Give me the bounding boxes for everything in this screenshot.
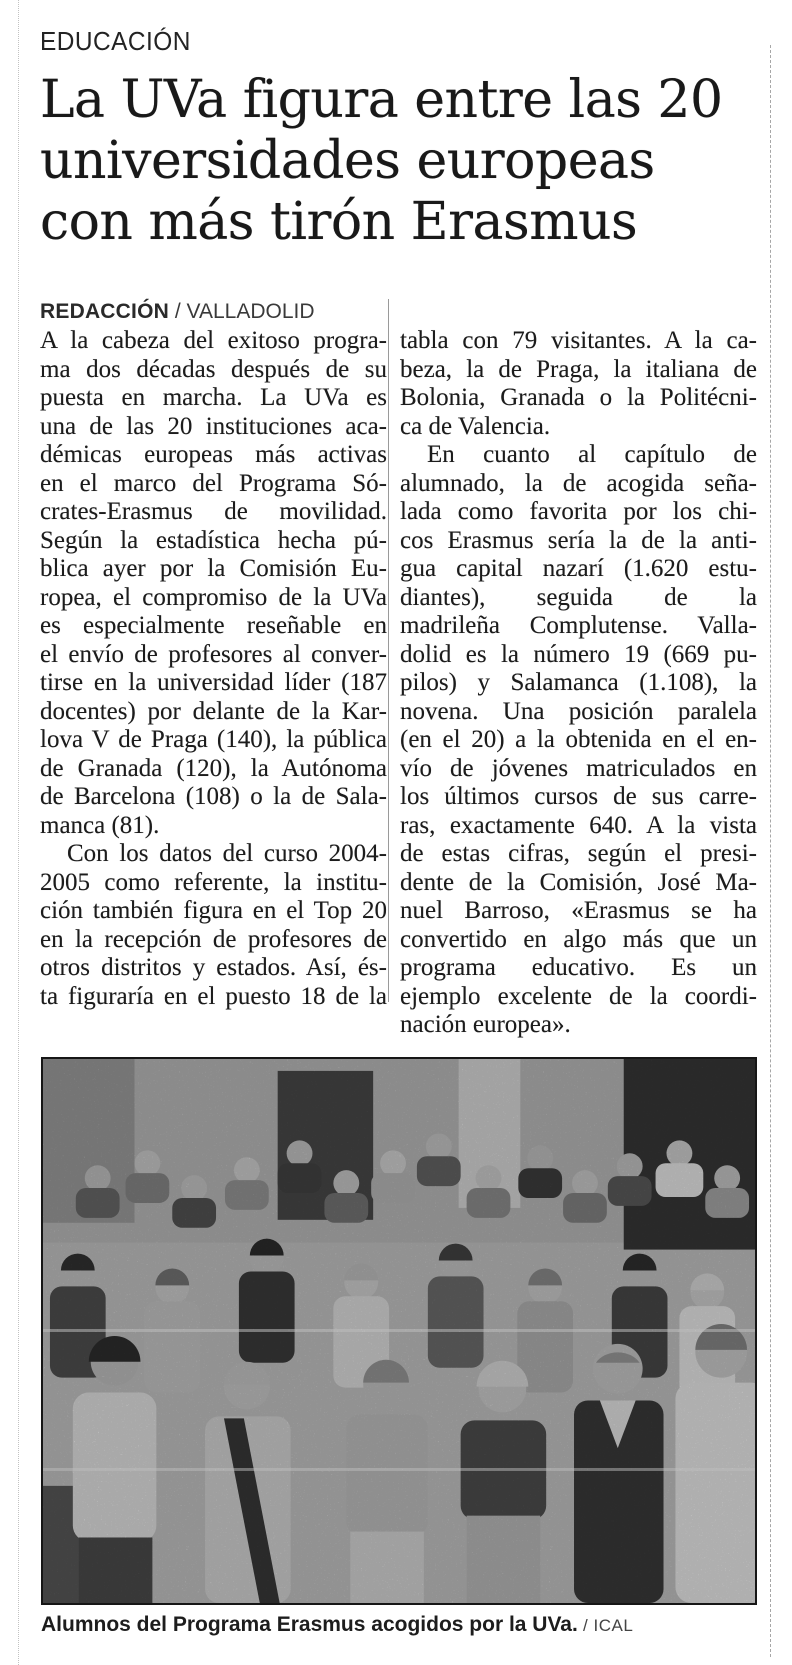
column-divider-rule	[388, 299, 389, 1002]
crowd-photo-illustration	[43, 1059, 755, 1603]
photo-credit: / ICAL	[577, 1616, 634, 1635]
article-column-left	[40, 327, 387, 1011]
body-text-line: ras, exactamente 640. A la vista	[400, 811, 757, 839]
body-text-line: ropea, el compromiso de la UVa	[40, 583, 387, 611]
body-text-line: otros distritos y estados. Así, és-	[40, 954, 387, 981]
page-edge-rule-left	[18, 0, 19, 1665]
body-text-line: manca (81).	[40, 811, 160, 839]
photo-caption: Alumnos del Programa Erasmus acogidos por la UVa.	[41, 1613, 578, 1636]
body-text-line: convertido en algo más que un	[400, 925, 757, 953]
body-text-line: puesta en marcha. La UVa es	[40, 384, 387, 411]
body-text-line: 2005 como referente, la institu-	[40, 868, 387, 896]
body-text-line: dente de la Comisión, José Ma-	[400, 868, 757, 896]
body-text-line: nación europea».	[400, 1011, 571, 1038]
body-text-line: de Barcelona (108) o la de Sala-	[40, 783, 387, 810]
body-text-line: los últimos cursos de sus carre-	[400, 783, 757, 810]
body-text-line: es especialmente reseñable en	[40, 612, 387, 639]
body-text-line: alumnado, la de acogida seña-	[400, 469, 757, 497]
article-photo	[41, 1057, 757, 1605]
body-text-line: blica ayer por la Comisión Eu-	[40, 555, 387, 582]
byline-author: REDACCIÓN	[40, 300, 169, 323]
body-text-line: programa educativo. Es un	[400, 954, 757, 981]
body-text-line: vío de jóvenes matriculados en	[400, 754, 757, 782]
body-text-line: en el marco del Programa Só-	[40, 469, 387, 497]
body-text-line: lova V de Praga (140), la pública	[40, 726, 387, 753]
body-text-line: ta figuraría en el puesto 18 de la	[40, 982, 387, 1010]
body-text-line: Con los datos del curso 2004-	[67, 840, 387, 867]
body-text-line: crates-Erasmus de movilidad.	[40, 498, 387, 525]
body-text-line: ción también figura en el Top 20	[40, 897, 387, 924]
photo-caption-row	[41, 1613, 757, 1637]
body-text-line: de estas cifras, según el presi-	[400, 840, 757, 867]
body-text-line: nuel Barroso, «Erasmus se ha	[400, 897, 757, 924]
body-text-line: A la cabeza del exitoso progra-	[40, 327, 387, 354]
body-text-line: novena. Una posición paralela	[400, 697, 757, 725]
body-text-line: ma dos décadas después de su	[40, 355, 387, 383]
body-text-line: diantes), seguida de la	[400, 583, 757, 611]
body-text-line: ejemplo excelente de la coordi-	[400, 982, 757, 1010]
body-text-line: ca de Valencia.	[400, 412, 551, 440]
headline-line-1: La UVa figura entre las 20	[40, 70, 723, 130]
body-text-line: Según la estadística hecha pú-	[40, 526, 387, 554]
body-text-line: (en el 20) a la obtenida en el en-	[400, 726, 757, 753]
article-column-right	[400, 327, 757, 1040]
body-text-line: en la recepción de profesores de	[40, 925, 387, 953]
headline-line-3: con más tirón Erasmus	[40, 192, 638, 252]
body-text-line: pilos) y Salamanca (1.108), la	[400, 669, 757, 696]
page-edge-rule-right	[770, 45, 771, 1657]
byline-separator: /	[168, 300, 187, 323]
body-text-line: dolid es la número 19 (669 pu-	[400, 640, 757, 668]
headline	[40, 70, 760, 253]
byline	[40, 300, 315, 324]
body-text-line: tirse en la universidad líder (187	[40, 669, 387, 696]
body-text-line: el envío de profesores al conver-	[40, 640, 387, 668]
body-text-line: gua capital nazarí (1.620 estu-	[400, 555, 757, 582]
body-text-line: madrileña Complutense. Valla-	[400, 612, 757, 639]
section-kicker: EDUCACIÓN	[40, 26, 191, 56]
body-text-line: una de las 20 instituciones aca-	[40, 412, 387, 440]
body-text-line: tabla con 79 visitantes. A la ca-	[400, 327, 757, 354]
body-text-line: démicas europeas más activas	[40, 441, 387, 468]
body-text-line: cos Erasmus sería la de la anti-	[400, 526, 757, 554]
body-text-line: En cuanto al capítulo de	[427, 441, 757, 468]
body-text-line: docentes) por delante de la Kar-	[40, 697, 387, 725]
headline-line-2: universidades europeas	[40, 131, 655, 191]
body-text-line: beza, la de Praga, la italiana de	[400, 355, 757, 383]
body-text-line: de Granada (120), la Autónoma	[40, 754, 387, 782]
byline-location: VALLADOLID	[186, 300, 315, 323]
body-text-line: Bolonia, Granada o la Politécni-	[400, 384, 757, 411]
body-text-line: lada como favorita por los chi-	[400, 498, 757, 525]
